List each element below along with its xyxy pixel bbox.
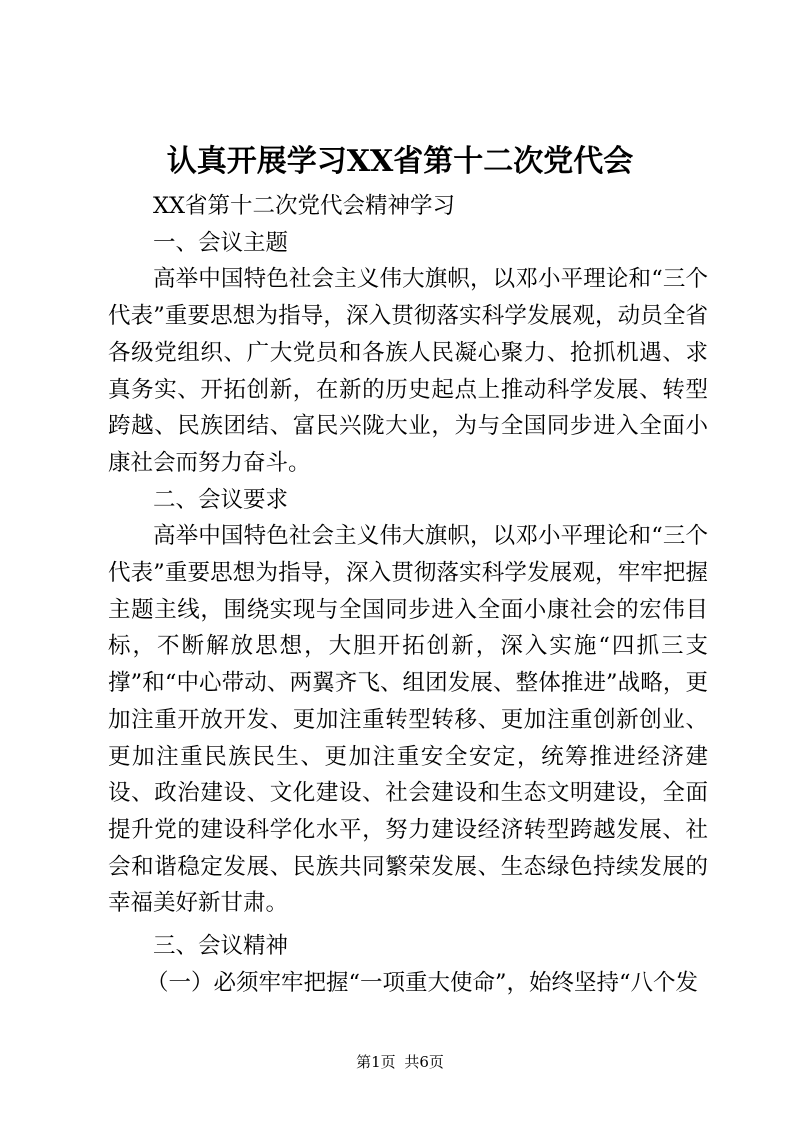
section-paragraph-requirements: 高举中国特色社会主义伟大旗帜，以邓小平理论和“三个代表”重要思想为指导，深入贯彻落实科学发展观，牢牢把握主题主线，围绕实现与全国同步进入全面小康社会的宏伟目标，不断解放思想，大胆开拓创新，深入实施“四抓三支撑”和“中心带动、两翼齐飞、组团发展、整体推进”战略，更加注重开放开发、更加注重转型转移、更加注重创新创业、更加注重民族民生、更加注重安全安定，统筹推进经济建设、政治建设、文化建设、社会建设和生态文明建设，全面提升党的建设科学化水平，努力建设经济转型跨越发展、社会和谐稳定发展、民族共同繁荣发展、生态绿色持续发展的幸福美好新甘肃。 — [108, 523, 708, 917]
document-body — [108, 188, 708, 1001]
section-heading-theme: 一、会议主题 — [153, 229, 289, 256]
section-paragraph-theme: 高举中国特色社会主义伟大旗帜，以邓小平理论和“三个代表”重要思想为指导，深入贯彻落实科学发展观，动员全省各级党组织、广大党员和各族人民凝心聚力、抢抓机遇、求真务实、开拓创新，在新的历史起点上推动科学发展、转型跨越、民族团结、富民兴陇大业，为与全国同步进入全面小康社会而努力奋斗。 — [108, 266, 708, 476]
document-title: 认真开展学习XX省第十二次党代会 — [166, 144, 634, 179]
page-number-label: 第1页 — [356, 1053, 396, 1071]
section-heading-requirements: 二、会议要求 — [153, 486, 289, 513]
section-item-first-mission: （一）必须牢牢把握“一项重大使命”，始终坚持“八个发 — [146, 969, 699, 996]
section-heading-spirit: 三、会议精神 — [153, 933, 289, 960]
page-footer — [0, 1052, 800, 1072]
page-total-label: 共6页 — [404, 1053, 444, 1071]
document-subtitle: XX省第十二次党代会精神学习 — [153, 193, 456, 219]
